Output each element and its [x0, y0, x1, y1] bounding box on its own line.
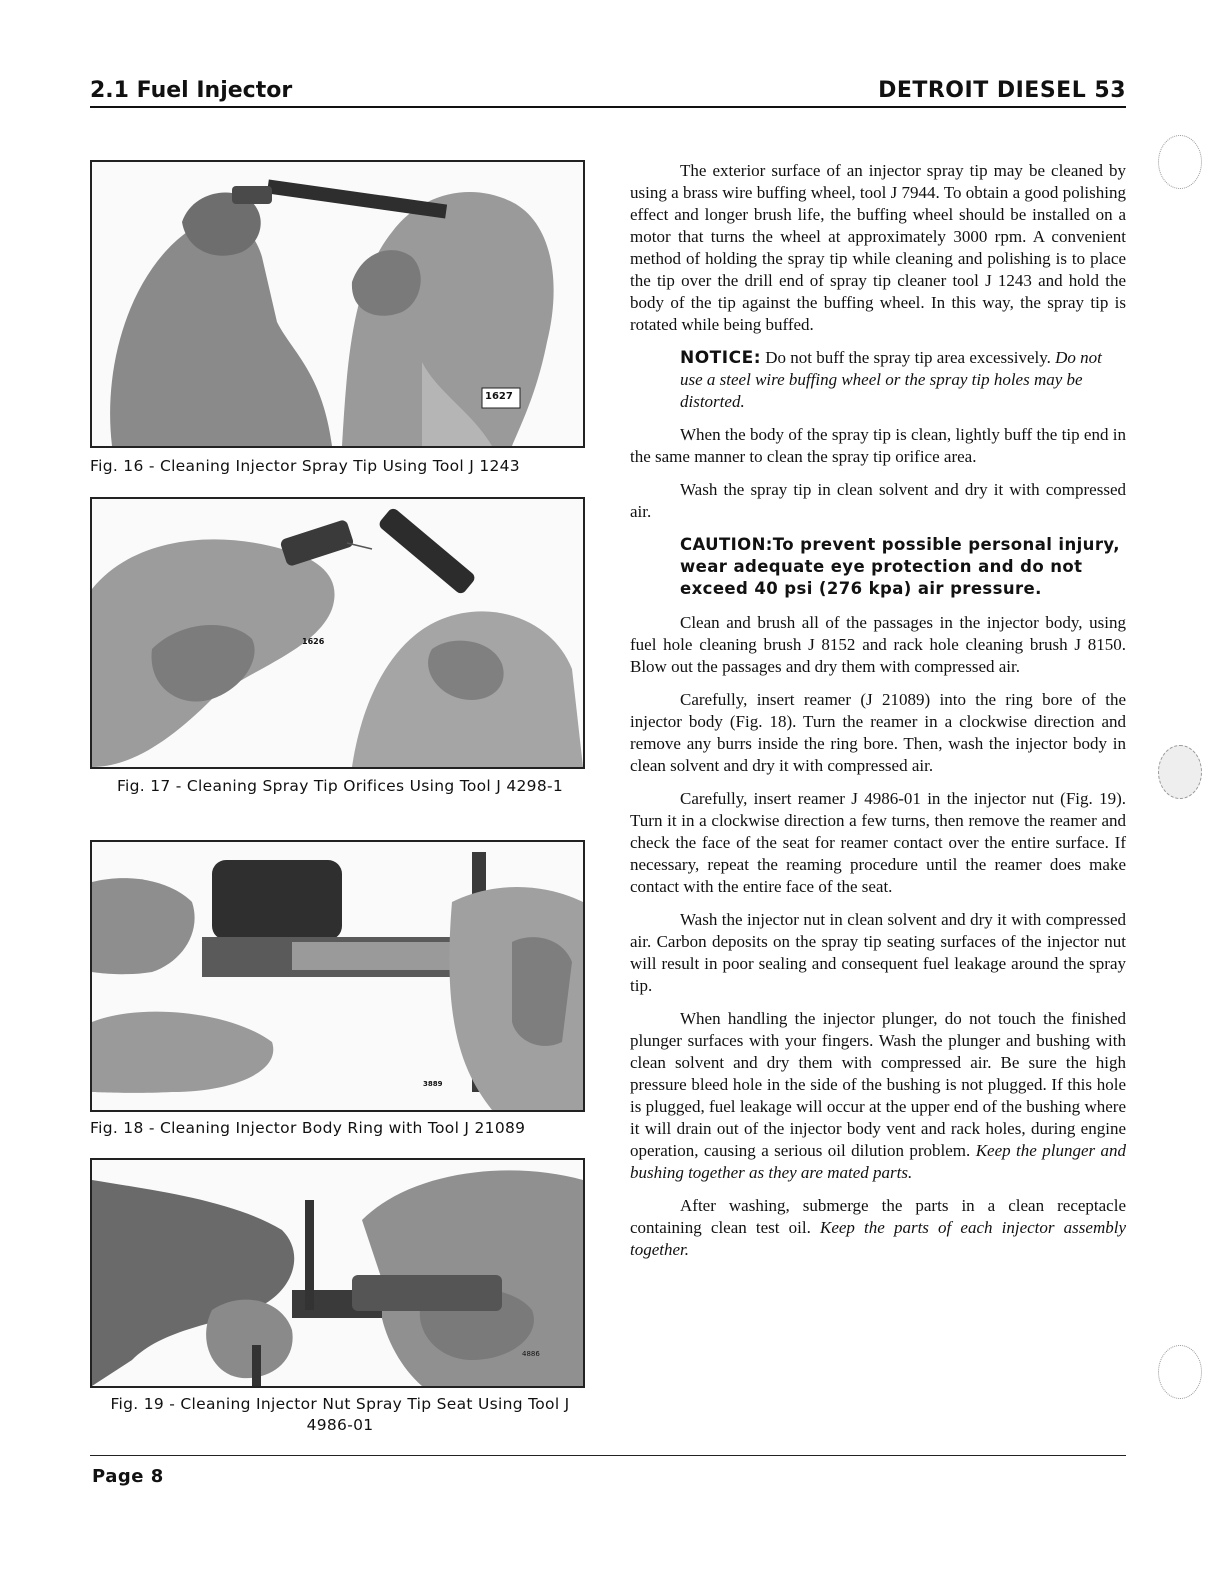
- punch-hole-top: [1158, 135, 1202, 189]
- footer-rule: [90, 1455, 1126, 1456]
- paragraph-3: Wash the spray tip in clean solvent and dry it with compressed air.: [630, 480, 1126, 521]
- figure-17-photo: [90, 497, 585, 769]
- paragraph-8: [630, 1008, 1126, 1184]
- paragraph-5: Carefully, insert reamer (J 21089) into the ring bore of the injector body (Fig. 18). Turn the reamer in a clockwise direction and remove any burrs inside the ring bore. Then, wash the injector body in clean solvent and dry it with compressed air.: [630, 690, 1126, 775]
- punch-hole-bottom: [1158, 1345, 1202, 1399]
- caution-block: CAUTION:To prevent possible personal injury, wear adequate eye protection and do not exceed 40 psi (276 kpa) air pressure.: [680, 535, 1120, 598]
- figure-16-photo: [90, 160, 585, 448]
- paragraph-9-italic: Keep the parts of each injector assembly together.: [630, 1218, 1126, 1259]
- page-number: Page 8: [92, 1466, 164, 1487]
- figure-19-caption: Fig. 19 - Cleaning Injector Nut Spray Tip Seat Using Tool J 4986-01: [110, 1395, 570, 1434]
- figure-16-caption: Fig. 16 - Cleaning Injector Spray Tip Using Tool J 1243: [90, 457, 520, 475]
- figure-19-photo: [90, 1158, 585, 1388]
- body-text: [630, 160, 1126, 1272]
- paragraph-9-text: After washing, submerge the parts in a clean receptacle containing clean test oil.: [630, 1196, 1126, 1237]
- paragraph-8-italic: Keep the plunger and bushing together as they are mated parts.: [630, 1141, 1127, 1182]
- figure-17-photo-label: 1626: [302, 637, 325, 646]
- paragraph-4: Clean and brush all of the passages in the injector body, using fuel hole cleaning brush J 8152 and rack hole cleaning brush J 8150. Blow out the passages and dry them with compressed air.: [630, 613, 1126, 676]
- figure-18-photo: [90, 840, 585, 1112]
- notice-text: Do not buff the spray tip area excessively.: [765, 348, 1051, 367]
- figure-18-photo-label: 3889: [423, 1080, 443, 1088]
- paragraph-8-text: When handling the injector plunger, do not touch the finished plunger surfaces with your fingers. Wash the plunger and bushing with clean solvent and dry them with compressed air. Be sure the high pressure bleed hole in the side of the bushing is not plugged. If this hole is plugged, fuel leakage will occur at the upper end of the bushing where it will drain out of the injector body vent and rack holes, during engine operation, causing a serious oil dilution problem.: [630, 1009, 1126, 1160]
- figure-17-caption: Fig. 17 - Cleaning Spray Tip Orifices Using Tool J 4298-1: [116, 777, 564, 795]
- figure-18-caption: Fig. 18 - Cleaning Injector Body Ring with Tool J 21089: [90, 1119, 526, 1137]
- manual-title: DETROIT DIESEL 53: [878, 78, 1126, 103]
- paragraph-1: The exterior surface of an injector spray tip may be cleaned by using a brass wire buffing wheel, tool J 7944. To obtain a good polishing effect and longer brush life, the buffing wheel should be installed on a motor that turns the wheel at approximately 3000 rpm. A convenient method of holding the spray tip while cleaning and polishing is to place the tip over the drill end of spray tip cleaner tool J 1243 and hold the body of the tip against the buffing wheel. In this way, the spray tip is rotated while being buffed.: [630, 161, 1126, 334]
- page-header: [90, 78, 1126, 108]
- paragraph-7: Wash the injector nut in clean solvent and dry it with compressed air. Carbon deposits on the spray tip seating surfaces of the injector nut will result in poor sealing and consequent fuel leakage around the spray tip.: [630, 910, 1126, 995]
- figure-19-photo-label: 4886: [522, 1350, 540, 1358]
- notice-label: NOTICE:: [680, 348, 761, 368]
- paragraph-2: When the body of the spray tip is clean, lightly buff the tip end in the same manner to clean the spray tip orifice area.: [630, 425, 1126, 466]
- section-title: 2.1 Fuel Injector: [90, 78, 293, 103]
- notice-italic-text: Do not use a steel wire buffing wheel or the spray tip holes may be distorted.: [680, 348, 1102, 411]
- punch-hole-middle: [1158, 745, 1202, 799]
- figure-16-photo-label: 1627: [485, 391, 513, 402]
- paragraph-6: Carefully, insert reamer J 4986-01 in the injector nut (Fig. 19). Turn it in a clockwise direction a few turns, then remove the reamer and check the face of the seat for reamer contact over the entire surface. If necessary, repeat the reaming procedure until the reamer does make contact with the entire face of the seat.: [630, 789, 1126, 896]
- paragraph-9: [630, 1195, 1126, 1261]
- notice-block: [680, 347, 1126, 413]
